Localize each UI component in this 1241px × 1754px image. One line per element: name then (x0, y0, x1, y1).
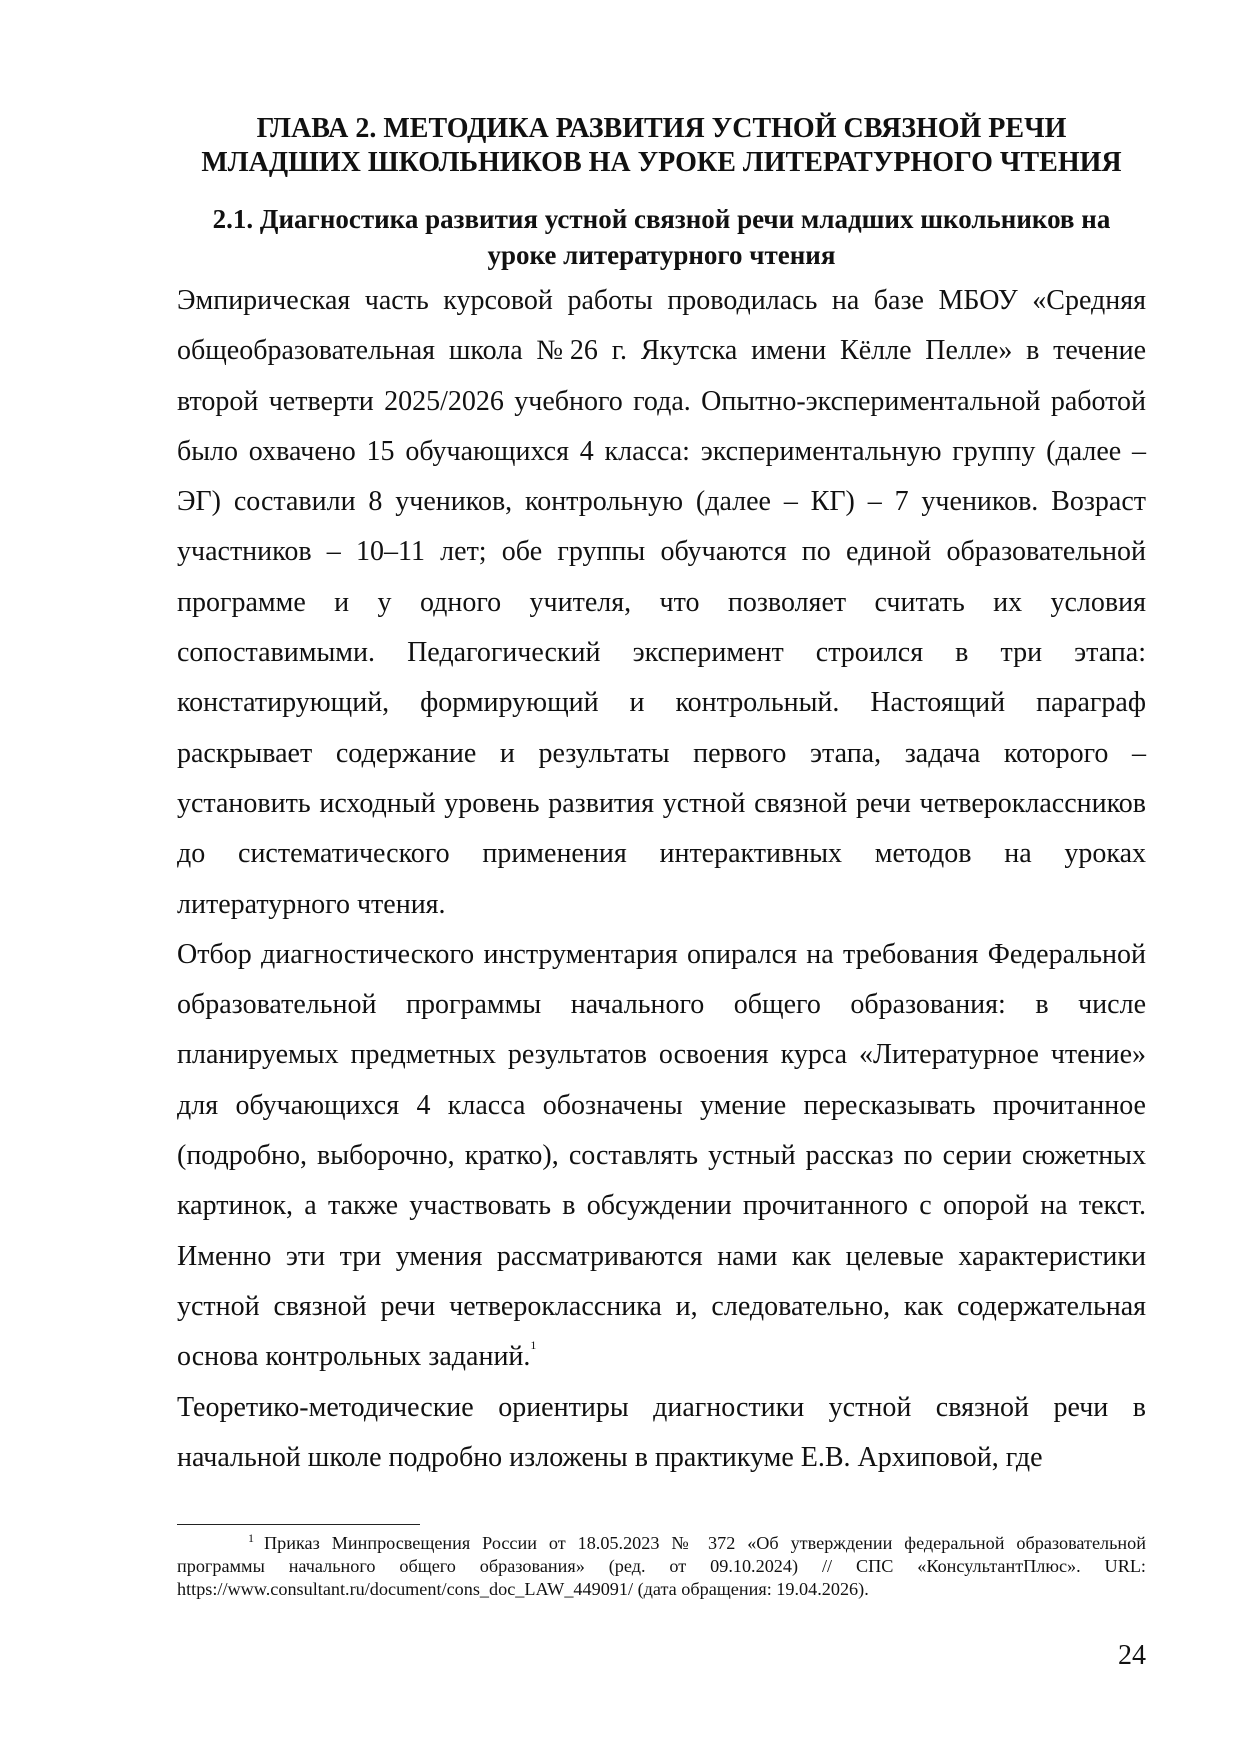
body-paragraph-2-text: Отбор диагностического инструментария опирался на требования Федеральной образовательной программы начального общего образования: в числе планируемых предметных результатов освоения курса «Литературное чтение» для обучающихся 4 класса обозначены умение пересказывать прочитанное (подробно, выборочно, кратко), составлять устный рассказ по серии сюжетных картинок, а также участвовать в обсуждении прочитанного с опорой на текст. Именно эти три умения рассматриваются нами как целевые характеристики устной связной речи четвероклассника и, следовательно, как содержательная основа контрольных заданий. (177, 938, 1146, 1373)
footnote-reference[interactable]: 1 (530, 1338, 537, 1353)
section-title: 2.1. Диагностика развития устной связной речи младших школьников на уроке литературного чтения (212, 204, 1111, 270)
footnote-text: Приказ Минпросвещения России от 18.05.2023 № 372 «Об утверждении федеральной образовательной программы начального общего образования» (ред. от 09.10.2024) // СПС «КонсультантПлюс». URL: https://www.consultant.ru/document/cons_doc_LAW_449091/ (дата обращения: 19.04.2026). (177, 1533, 1146, 1599)
page-content (177, 112, 1146, 1483)
chapter-title-line-2: МЛАДШИХ ШКОЛЬНИКОВ НА УРОКЕ ЛИТЕРАТУРНОГО ЧТЕНИЯ (201, 147, 1122, 178)
chapter-title (177, 112, 1146, 180)
footnote-marker: 1 (248, 1531, 254, 1545)
body-paragraph-2 (177, 930, 1146, 1383)
chapter-title-line-1: ГЛАВА 2. МЕТОДИКА РАЗВИТИЯ УСТНОЙ СВЯЗНОЙ РЕЧИ (256, 113, 1067, 144)
body-paragraph-3: Теоретико-методические ориентиры диагностики устной связной речи в начальной школе подробно изложены в практикуме Е.В. Архиповой, где (177, 1391, 1146, 1473)
body-paragraph-1: Эмпирическая часть курсовой работы проводилась на базе МБОУ «Средняя общеобразовательная школа №26 г. Якутска имени Кёлле Пелле» в течение второй четверти 2025/2026 учебного года. Опытно-экспериментальной работой было охвачено 15 обучающихся 4 класса: экспериментальную группу (далее – ЭГ) составили 8 учеников, контрольную (далее – КГ) – 7 учеников. Возраст участников – 10–11 лет; обе группы обучаются по единой образовательной программе и у одного учителя, что позволяет считать их условия сопоставимыми. Педагогический эксперимент строился в три этапа: констатирующий, формирующий и контрольный. Настоящий параграф раскрывает содержание и результаты первого этапа, задача которого – установить исходный уровень развития устной связной речи четвероклассников до систематического применения интерактивных методов на уроках литературного чтения. (177, 285, 1146, 920)
footnote-separator (177, 1524, 420, 1525)
page-number: 24 (1118, 1640, 1146, 1671)
footnote (177, 1532, 1146, 1601)
